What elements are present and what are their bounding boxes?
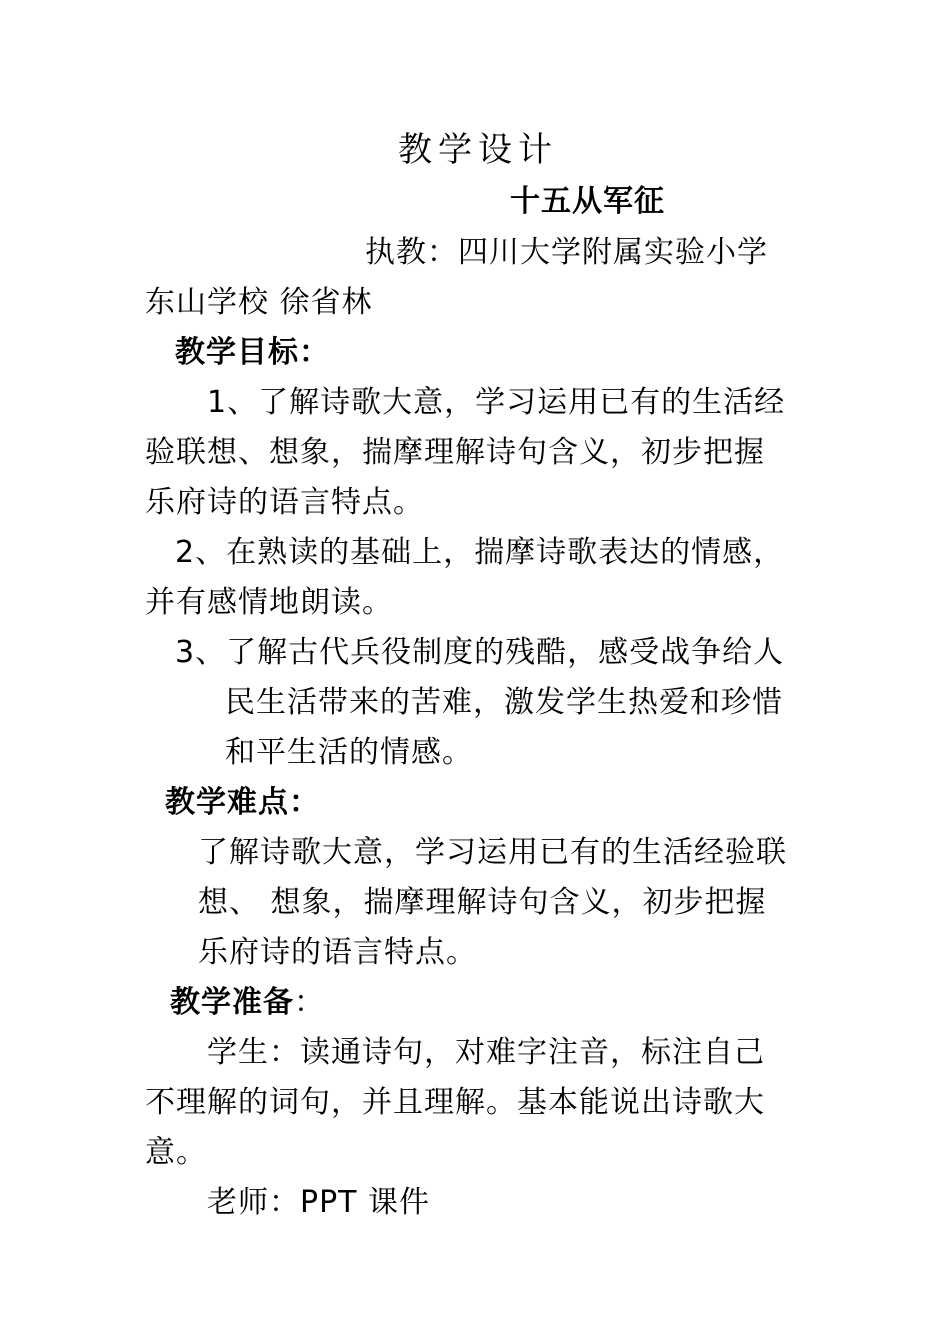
objective-3-line-1: 3、了解古代兵役制度的残酷，感受战争给人	[175, 635, 785, 670]
objective-1-line-1: 1、了解诗歌大意，学习运用已有的生活经	[207, 385, 786, 420]
student-prep-line-3: 意。	[145, 1135, 207, 1170]
preparation-heading-row	[170, 983, 325, 1023]
preparation-heading: 教学准备	[170, 985, 294, 1020]
preparation-heading-colon: ：	[294, 985, 325, 1020]
objective-1-line-3: 乐府诗的语言特点。	[145, 485, 424, 520]
difficulty-line-1: 了解诗歌大意，学习运用已有的生活经验联	[198, 835, 787, 870]
teacher-prep-line: 老师：PPT 课件	[207, 1185, 431, 1220]
objective-2-line-2: 并有感情地朗读。	[145, 585, 393, 620]
objective-2-line-1: 2、在熟读的基础上，揣摩诗歌表达的情感，	[175, 535, 785, 570]
lesson-subtitle: 十五从军征	[510, 184, 665, 219]
student-prep-line-2: 不理解的词句，并且理解。基本能说出诗歌大	[145, 1085, 765, 1120]
objective-3-line-3: 和平生活的情感。	[225, 735, 473, 770]
objective-1-line-2: 验联想、想象，揣摩理解诗句含义，初步把握	[145, 435, 765, 470]
difficulty-heading: 教学难点：	[165, 785, 320, 820]
objective-3-line-2: 民生活带来的苦难，激发学生热爱和珍惜	[225, 685, 783, 720]
objectives-heading: 教学目标：	[175, 335, 330, 370]
document-title: 教学设计	[398, 130, 558, 170]
difficulty-line-2: 想、 想象，揣摩理解诗句含义，初步把握	[198, 885, 767, 920]
author-line-1: 执教：四川大学附属实验小学	[365, 235, 768, 270]
student-prep-line-1: 学生：读通诗句，对难字注音，标注自己	[207, 1035, 765, 1070]
author-line-2: 东山学校 徐省林	[145, 285, 373, 320]
difficulty-line-3: 乐府诗的语言特点。	[198, 935, 477, 970]
